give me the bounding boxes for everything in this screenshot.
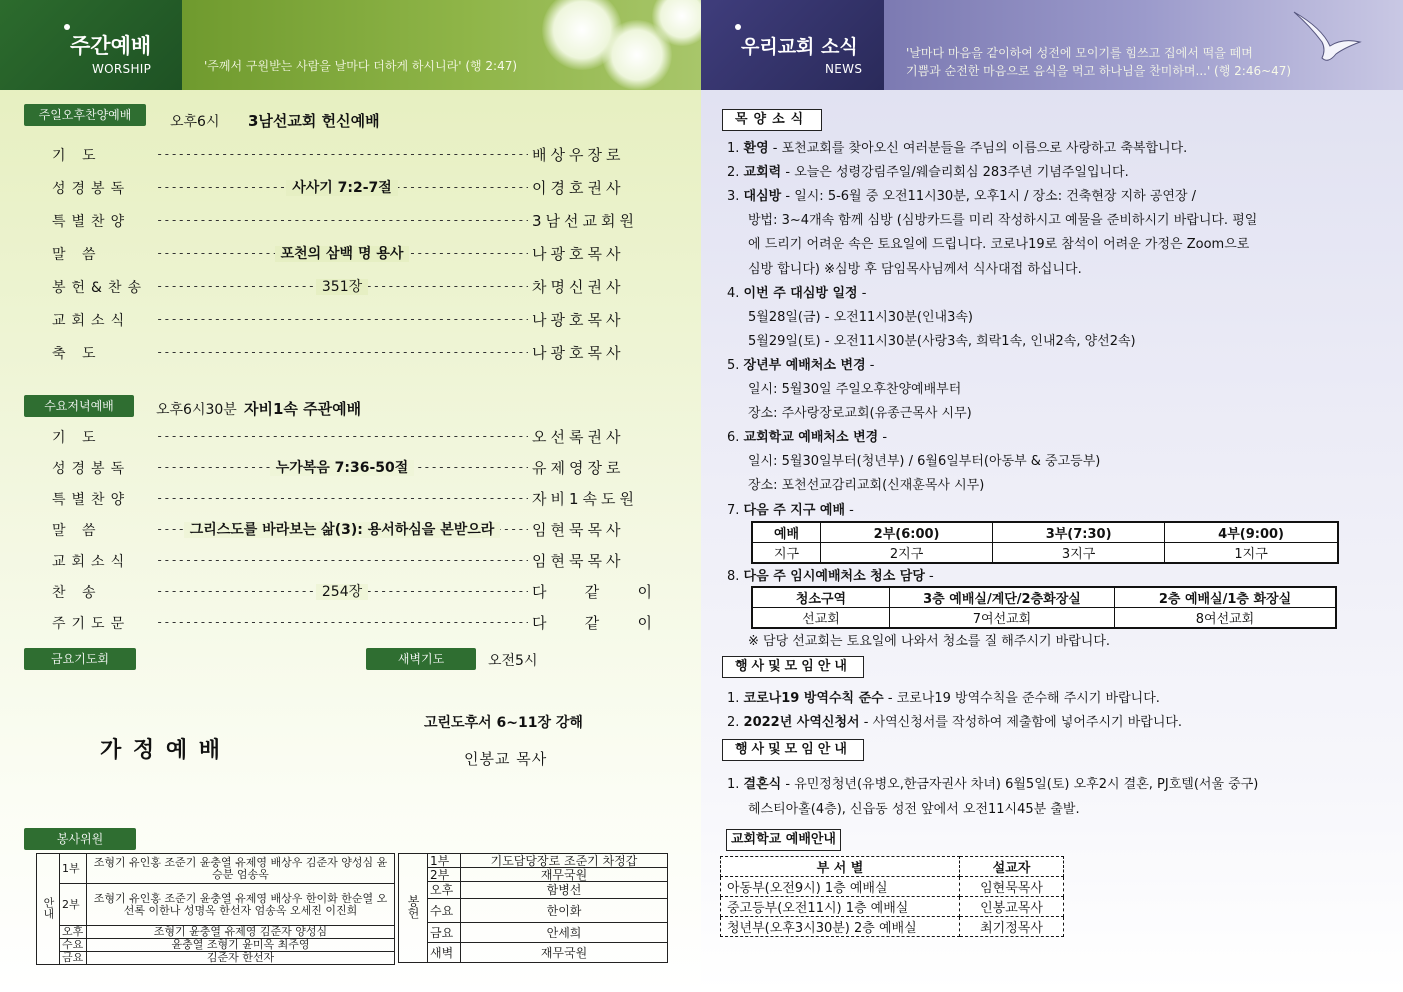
program-person: 자비1속도원 bbox=[532, 490, 638, 508]
news-line bbox=[727, 282, 866, 301]
offering-service: 새벽 bbox=[428, 943, 461, 963]
news-line bbox=[748, 306, 973, 325]
program-person: 나광호목사 bbox=[532, 344, 625, 362]
guide-names: 조형기 유인홍 조준기 윤충열 유제영 배상우 한이화 한순열 오선록 이한나 성명옥 한선자 엄송옥 오세진 이진희 bbox=[87, 884, 395, 926]
program-person: 차명신권사 bbox=[532, 278, 625, 296]
volunteers-tag: 봉사위원 bbox=[24, 828, 136, 850]
news-line-text: 5월29일(토) - 오전11시30분(사랑3속, 희락1속, 인내2속, 양선2속) bbox=[748, 333, 1136, 349]
dotted-leader bbox=[156, 312, 528, 326]
news-line bbox=[727, 773, 1258, 792]
worship-header-banner bbox=[182, 0, 701, 90]
dotted-leader bbox=[156, 615, 528, 629]
program-role: 교회소식 bbox=[52, 554, 131, 570]
program-role: 기 도 bbox=[52, 430, 102, 446]
program-person: 나광호목사 bbox=[532, 311, 625, 329]
cleaning-header: 3층 예배실/계단/2층화장실 bbox=[890, 587, 1115, 608]
offering-names: 함병선 bbox=[461, 882, 668, 899]
news-line-text: - 오늘은 성령강림주일/웨슬리회심 283주년 기념주일입니다. bbox=[781, 165, 1129, 181]
worship-header-logo-area bbox=[0, 0, 182, 90]
news-line bbox=[727, 711, 1182, 730]
district-cell: 1지구 bbox=[1165, 543, 1338, 564]
news-line-title: 코로나19 방역수칙 준수 bbox=[743, 691, 884, 706]
sunday-service-tag: 주일오후찬양예배 bbox=[24, 104, 146, 126]
program-role: 기 도 bbox=[52, 148, 102, 164]
program-detail-text: 사사기 7:2-7절 bbox=[286, 180, 398, 196]
news-line-number: 6. bbox=[727, 430, 740, 446]
news-line bbox=[748, 233, 1249, 252]
guide-volunteer-table bbox=[36, 853, 395, 965]
news-line-title: 결혼식 bbox=[743, 777, 782, 792]
cleaning-line: 8. 다음 주 임시예배처소 청소 담당 - bbox=[727, 569, 934, 584]
school-cell: 인봉교목사 bbox=[960, 897, 1064, 917]
guide-service: 수요 bbox=[60, 939, 87, 952]
offering-label: 봉헌 bbox=[399, 854, 428, 963]
news-line-text: 장소: 포천선교감리교회(신재훈목사 시무) bbox=[748, 478, 985, 494]
events-heading: 행사및모임안내 bbox=[722, 656, 864, 678]
guide-label: 안내 bbox=[37, 854, 60, 965]
news-line bbox=[748, 402, 972, 421]
program-role: 특별찬양 bbox=[52, 492, 131, 508]
wednesday-service-title: 자비1속 주관예배 bbox=[244, 400, 362, 418]
dotted-leader bbox=[156, 429, 528, 443]
news-header-logo-area bbox=[701, 0, 884, 90]
program-detail bbox=[156, 581, 528, 601]
offering-service: 오후 bbox=[428, 882, 461, 899]
offering-service: 수요 bbox=[428, 899, 461, 923]
news-line-text: 심방 합니다) ※심방 후 담임목사님께서 식사대접 하십니다. bbox=[748, 261, 1082, 277]
news-line-title: 장년부 예배처소 변경 bbox=[743, 357, 866, 373]
cleaning-note: ※ 담당 선교회는 토요일에 나와서 청소를 질 해주시기 바랍니다. bbox=[748, 634, 1111, 649]
program-role: 주기도문 bbox=[52, 616, 131, 632]
news-line-title: 2022년 사역신청서 bbox=[743, 715, 860, 730]
cleaning-header: 청소구역 bbox=[752, 587, 890, 608]
news-line-text: - bbox=[878, 430, 888, 446]
news-line-text: - bbox=[845, 502, 854, 518]
school-cell: 중고등부(오전11시) 1층 예배실 bbox=[721, 897, 960, 917]
cleaning-cell: 7여선교회 bbox=[890, 608, 1115, 629]
news-line bbox=[727, 426, 887, 445]
program-role: 축 도 bbox=[52, 346, 102, 362]
news-line-text: - bbox=[865, 357, 875, 373]
news-line bbox=[727, 185, 1196, 204]
guide-names: 김준자 한선자 bbox=[87, 952, 395, 965]
family-worship-title: 가 정 예 배 bbox=[100, 738, 222, 763]
news-line-title: 교회학교 예배처소 변경 bbox=[743, 430, 879, 446]
guide-names: 조형기 유인홍 조준기 윤충열 유제영 배상우 김준자 양성심 윤승분 엄송옥 bbox=[87, 854, 395, 884]
news-line-text: 일시: 5월30일부터(청년부) / 6월6일부터(아동부 & 중고등부) bbox=[748, 454, 1101, 470]
news-line-text: - 코로나19 방역수칙을 준수해 주시기 바랍니다. bbox=[883, 691, 1160, 706]
sunday-service-title: 3남선교회 헌신예배 bbox=[248, 112, 380, 130]
friday-prayer-tag: 금요기도회 bbox=[24, 648, 136, 670]
program-detail-text: 그리스도를 바라보는 삶(3): 용서하심을 본받으라 bbox=[184, 522, 501, 538]
program-detail-text: 누가복음 7:36-50절 bbox=[270, 460, 415, 476]
program-detail-text: 254장 bbox=[316, 584, 368, 600]
news-line bbox=[748, 258, 1082, 277]
church-school-heading: 교회학교 예배안내 bbox=[726, 829, 841, 851]
district-header: 4부(9:00) bbox=[1165, 522, 1338, 543]
news-line-number: 4. bbox=[727, 285, 740, 301]
news-line bbox=[748, 450, 1100, 469]
offering-names: 한이화 bbox=[461, 899, 668, 923]
program-detail-text: 351장 bbox=[316, 279, 368, 295]
school-header: 설교자 bbox=[960, 857, 1064, 877]
news-line-number: 3. bbox=[727, 189, 740, 205]
program-role: 말 씀 bbox=[52, 247, 102, 263]
news-line bbox=[748, 209, 1257, 228]
news-line-number: 1. bbox=[727, 141, 740, 156]
news-line-number: 5. bbox=[727, 357, 740, 373]
program-role: 봉헌&찬송 bbox=[52, 280, 148, 296]
news-line-text: 헤스티아홀(4층), 신읍동 성전 앞에서 오전11시45분 출발. bbox=[748, 802, 1080, 817]
offering-volunteer-table bbox=[398, 853, 668, 963]
worship-title: 주간예배 bbox=[70, 34, 152, 58]
offering-names: 재무국원 bbox=[461, 868, 668, 882]
news-line-text: - 유민정청년(유병오,한금자권사 차녀) 6월5일(토) 오후2시 결혼, PJ호텔(서울 중구) bbox=[781, 777, 1259, 792]
program-person: 유제영장로 bbox=[532, 459, 625, 477]
district-header: 2부(6:00) bbox=[821, 522, 993, 543]
dotted-leader bbox=[156, 147, 528, 161]
news-header-banner bbox=[884, 0, 1403, 90]
guide-service: 1부 bbox=[60, 854, 87, 884]
district-header: 예배 bbox=[752, 522, 821, 543]
news-line-title: 다음 주 지구 예배 bbox=[743, 502, 846, 518]
program-role: 교회소식 bbox=[52, 313, 131, 329]
news-line-text: - 포천교회를 찾아오신 여러분들을 주님의 이름으로 사랑하고 축복합니다. bbox=[768, 141, 1188, 156]
news-line bbox=[727, 354, 874, 373]
district-header: 3부(7:30) bbox=[993, 522, 1165, 543]
program-person: 임현묵목사 bbox=[532, 552, 625, 570]
district-cell: 3지구 bbox=[993, 543, 1165, 564]
news-line-number: 2. bbox=[727, 715, 740, 730]
dove-icon bbox=[1292, 8, 1362, 68]
offering-service: 2부 bbox=[428, 868, 461, 882]
district-cell: 2지구 bbox=[821, 543, 993, 564]
guide-service: 2부 bbox=[60, 884, 87, 926]
news-line bbox=[748, 378, 961, 397]
program-person: 나광호목사 bbox=[532, 245, 625, 263]
church-school-table bbox=[720, 856, 1064, 937]
program-person: 배상우장로 bbox=[532, 146, 625, 164]
news-line-number: 1. bbox=[727, 691, 740, 706]
news-line-number: 1. bbox=[727, 777, 740, 792]
school-header: 부 서 별 bbox=[721, 857, 960, 877]
program-role: 특별찬양 bbox=[52, 214, 131, 230]
guide-service: 오후 bbox=[60, 926, 87, 939]
program-detail bbox=[156, 243, 528, 263]
news-line bbox=[727, 161, 1129, 180]
school-cell: 청년부(오후3시30분) 2층 예배실 bbox=[721, 917, 960, 937]
program-detail bbox=[156, 457, 528, 477]
news-line-text: - 일시: 5-6월 중 오전11시30분, 오후1시 / 장소: 건축현장 지하 공연장 / bbox=[781, 189, 1197, 205]
dawn-prayer-time: 오전5시 bbox=[488, 653, 538, 669]
family-worship-preacher: 인봉교 목사 bbox=[464, 750, 548, 768]
news-line-text: 방법: 3~4개속 함께 심방 (심방카드를 미리 작성하시고 예물을 준비하시기 바랍니다. 평일 bbox=[748, 213, 1258, 229]
guide-service: 금요 bbox=[60, 952, 87, 965]
news-verse-line1: '날마다 마음을 같이하여 성전에 모이기를 힘쓰고 집에서 떡을 떼며 bbox=[906, 46, 1253, 60]
wednesday-service-time: 오후6시30분 bbox=[156, 402, 237, 418]
dotted-leader bbox=[156, 213, 528, 227]
program-person: 임현묵목사 bbox=[532, 521, 625, 539]
program-person: 이경호권사 bbox=[532, 179, 625, 197]
program-detail bbox=[156, 519, 528, 539]
news-line-title: 대심방 bbox=[743, 189, 782, 205]
dawn-prayer-tag: 새벽기도 bbox=[366, 648, 476, 670]
program-role: 성경봉독 bbox=[52, 181, 131, 197]
news-line-title: 교회력 bbox=[743, 165, 782, 181]
program-role: 말 씀 bbox=[52, 523, 102, 539]
program-person: 다 같 이 bbox=[532, 614, 656, 632]
offering-names: 재무국원 bbox=[461, 943, 668, 963]
pastoral-news-heading: 목양소식 bbox=[722, 109, 822, 131]
worship-header bbox=[0, 0, 701, 90]
program-person: 오선록권사 bbox=[532, 428, 625, 446]
news-line bbox=[727, 137, 1187, 156]
family-worship-passage: 고린도후서 6~11장 강해 bbox=[424, 715, 583, 731]
offering-names: 기도담당장로 조준기 차정갑 bbox=[461, 854, 668, 868]
worship-verse: '주께서 구원받는 사람을 날마다 더하게 하시니라' (행 2:47) bbox=[204, 59, 518, 73]
dotted-leader bbox=[156, 345, 528, 359]
offering-names: 안세희 bbox=[461, 923, 668, 943]
program-detail bbox=[156, 177, 528, 197]
cleaning-cell: 선교회 bbox=[752, 608, 890, 629]
news-verse-line2: 기쁨과 순전한 마음으로 음식을 먹고 하나님을 찬미하며...' (행 2:46~47) bbox=[906, 64, 1292, 78]
news-line bbox=[727, 687, 1160, 706]
news-line-text: - 사역신청서를 작성하여 제출함에 넣어주시기 바랍니다. bbox=[859, 715, 1183, 730]
program-detail-text: 포천의 삼백 명 용사 bbox=[275, 246, 410, 262]
district-cell: 지구 bbox=[752, 543, 821, 564]
guide-names: 윤충열 조형기 윤미옥 최주영 bbox=[87, 939, 395, 952]
school-cell: 아동부(오전9시) 1층 예배실 bbox=[721, 877, 960, 897]
news-line-number: 7. bbox=[727, 502, 740, 518]
dotted-leader bbox=[156, 491, 528, 505]
program-person: 3남선교회원 bbox=[532, 212, 638, 230]
program-detail bbox=[156, 276, 528, 296]
offering-service: 1부 bbox=[428, 854, 461, 868]
news-title: 우리교회 소식 bbox=[741, 36, 858, 58]
news-subtitle: NEWS bbox=[825, 62, 863, 76]
news-line-text: 에 드리기 어려운 속은 토요일에 드립니다. 코로나19로 참석이 어려운 가정은 Zoom으로 bbox=[748, 237, 1250, 253]
sparkle-icon bbox=[735, 24, 741, 30]
wednesday-service-tag: 수요저녁예배 bbox=[24, 395, 134, 417]
sunday-service-time: 오후6시 bbox=[170, 114, 220, 130]
news-header bbox=[701, 0, 1403, 90]
offering-service: 금요 bbox=[428, 923, 461, 943]
news-line bbox=[727, 499, 854, 518]
cleaning-cell: 8여선교회 bbox=[1115, 608, 1337, 629]
events-heading-2: 행사및모임안내 bbox=[722, 739, 864, 761]
news-line-text: 장소: 주사랑장로교회(유종근목사 시무) bbox=[748, 406, 972, 422]
district-worship-table bbox=[751, 521, 1339, 564]
news-line-text: - bbox=[857, 285, 867, 301]
dotted-leader bbox=[156, 553, 528, 567]
news-line-text: 일시: 5월30일 주일오후찬양예배부터 bbox=[748, 382, 962, 397]
school-cell: 임현묵목사 bbox=[960, 877, 1064, 897]
program-role: 성경봉독 bbox=[52, 461, 131, 477]
news-line-title: 환영 bbox=[743, 141, 769, 156]
school-cell: 최기정목사 bbox=[960, 917, 1064, 937]
news-line bbox=[748, 474, 984, 493]
news-line-title: 이번 주 대심방 일정 bbox=[743, 285, 858, 301]
news-line bbox=[748, 330, 1136, 349]
news-line-text: 5월28일(금) - 오전11시30분(인내3속) bbox=[748, 309, 973, 325]
news-line bbox=[748, 798, 1080, 817]
program-role: 찬 송 bbox=[52, 585, 102, 601]
cleaning-header: 2층 예배실/1층 화장실 bbox=[1115, 587, 1337, 608]
news-line-number: 2. bbox=[727, 165, 740, 181]
program-person: 다 같 이 bbox=[532, 583, 656, 601]
cleaning-duty-table bbox=[751, 586, 1337, 629]
worship-subtitle: WORSHIP bbox=[92, 62, 152, 76]
guide-names: 조형기 윤충열 유제영 김준자 양성심 bbox=[87, 926, 395, 939]
